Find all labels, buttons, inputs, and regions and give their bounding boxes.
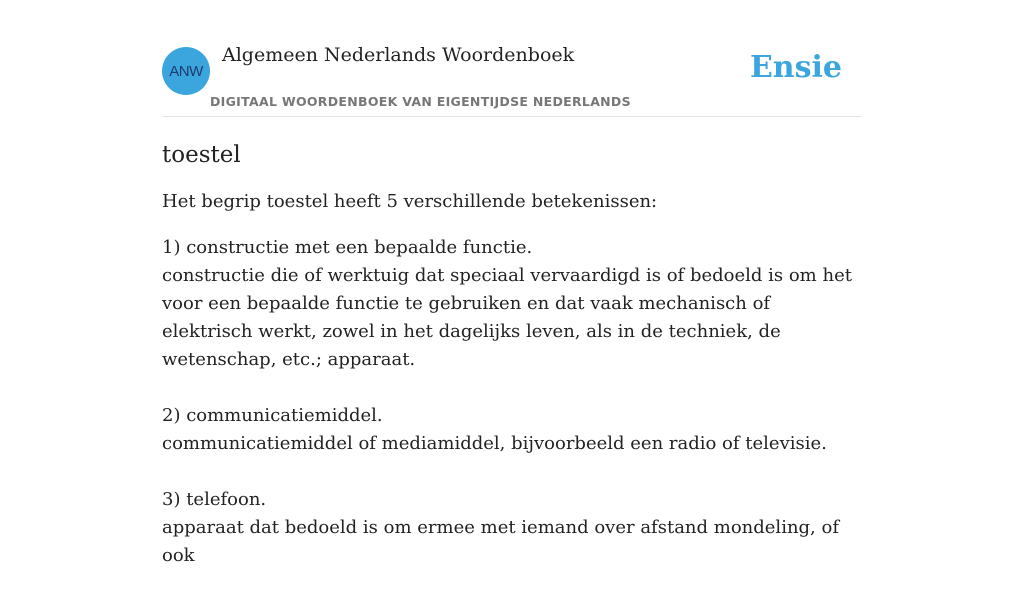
site-title[interactable]: Algemeen Nederlands Woordenboek (222, 44, 575, 66)
meaning-definition: apparaat dat bedoeld is om ermee met iemand over afstand mondeling, of ook (162, 517, 840, 566)
meaning-heading: 2) communicatiemiddel. (162, 405, 383, 426)
site-subtitle: DIGITAAL WOORDENBOEK VAN EIGENTIJDSE NEDERLANDS (210, 94, 631, 109)
meaning-heading: 1) constructie met een bepaalde functie. (162, 237, 533, 258)
site-header (162, 0, 862, 117)
meaning-item (162, 234, 862, 374)
entry-word: toestel (162, 142, 241, 168)
logo-text: ANW (169, 62, 203, 80)
meaning-item (162, 402, 862, 458)
meaning-definition: communicatiemiddel of mediamiddel, bijvoorbeeld een radio of televisie. (162, 433, 827, 454)
entry-content (162, 138, 862, 598)
ensie-brand-logo[interactable]: Ensie (749, 50, 842, 85)
entry-intro: Het begrip toestel heeft 5 verschillende betekenissen: (162, 191, 658, 212)
anw-logo[interactable] (162, 47, 210, 95)
meaning-heading: 3) telefoon. (162, 489, 267, 510)
meanings-list (162, 234, 862, 570)
meaning-item (162, 486, 862, 570)
meaning-definition: constructie die of werktuig dat speciaal vervaardigd is of bedoeld is om het voor een bepaalde functie te gebruiken en dat vaak mechanisch of elektrisch werkt, zowel in het dagelijks leven, als in de techniek, de wetenschap, etc.; apparaat. (162, 265, 852, 370)
